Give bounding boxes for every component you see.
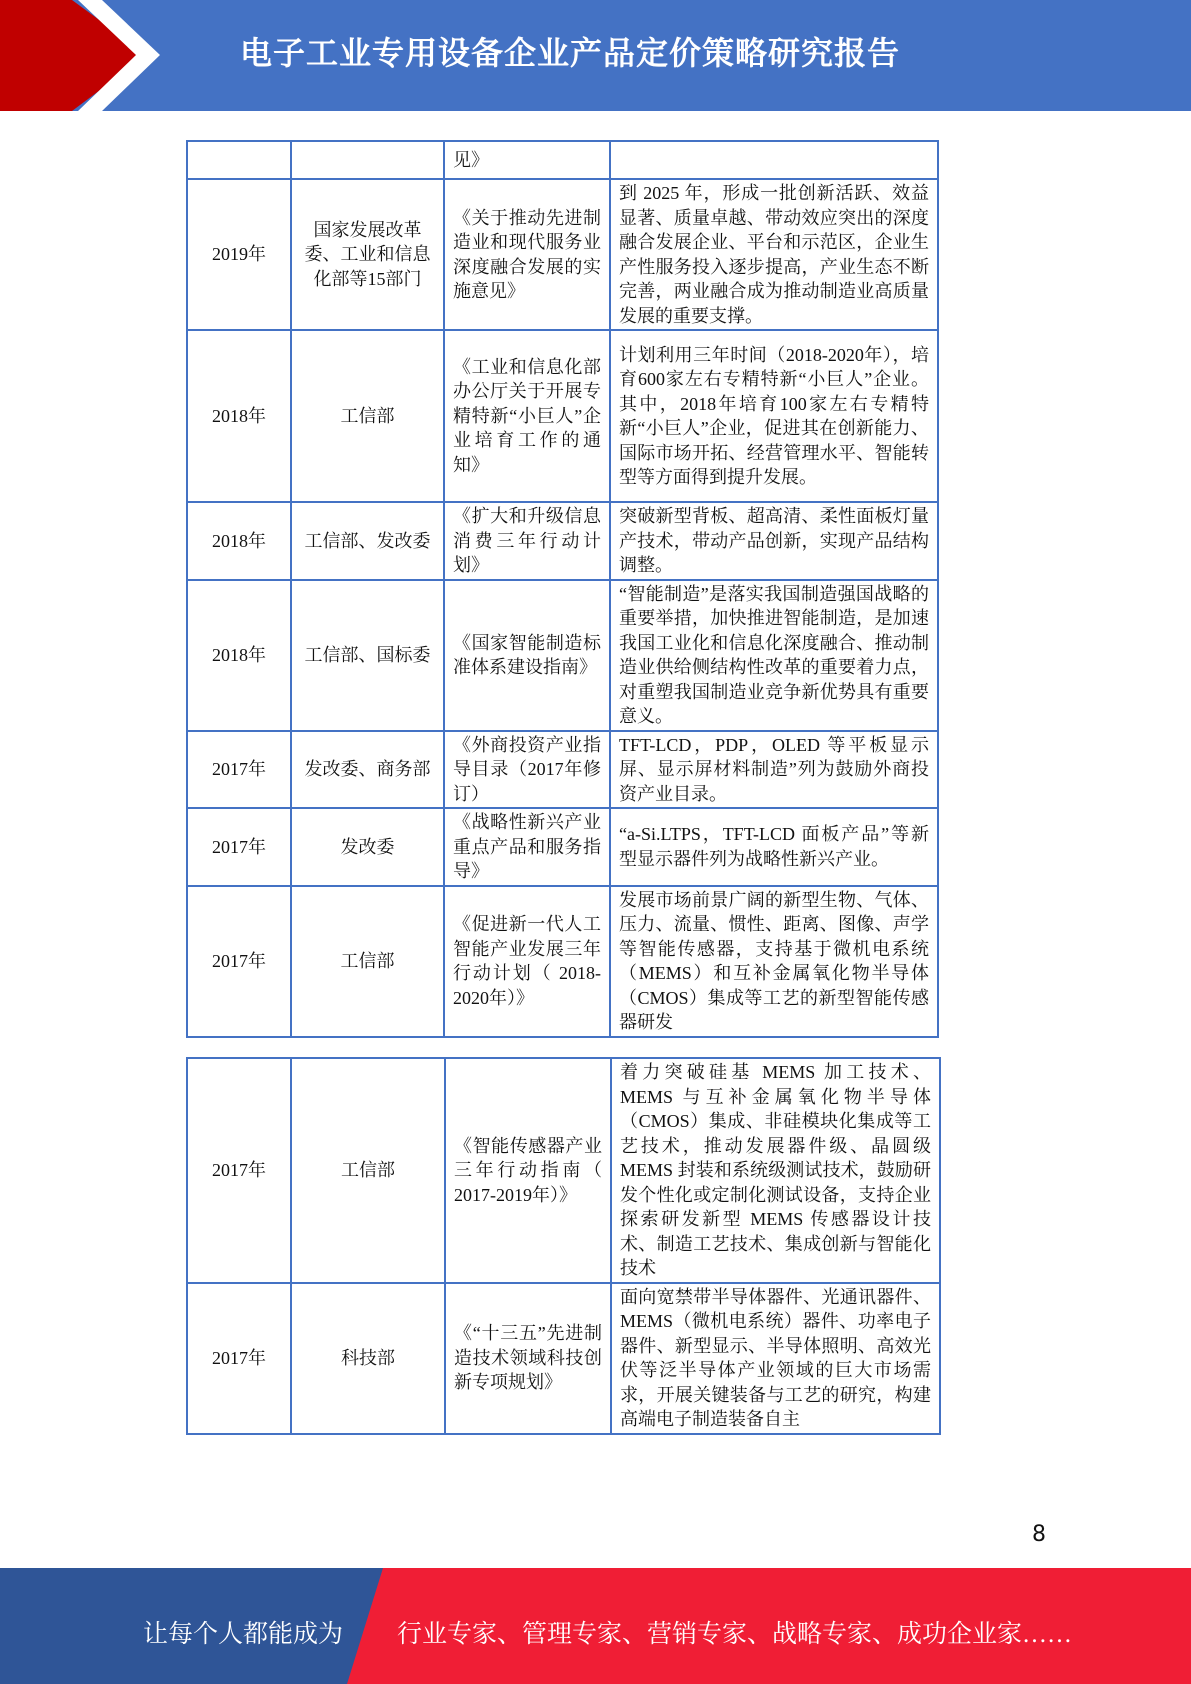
cell-document: 见》 <box>444 141 610 179</box>
table-row <box>187 1283 940 1434</box>
page-number: 8 <box>1032 1522 1046 1547</box>
table-row <box>187 580 938 731</box>
cell-summary: 到 2025 年，形成一批创新活跃、效益显著、质量卓越、带动效应突出的深度融合发展企业、平台和示范区，企业生产性服务投入逐步提高，产业生态不断完善，两业融合成为推动制造业高质量发展的重要支撑。 <box>610 179 938 330</box>
cell-department: 国家发展改革委、工业和信息化部等15部门 <box>291 179 444 330</box>
cell-summary: 着力突破硅基 MEMS 加工技术、MEMS 与互补金属氧化物半导体（CMOS）集成、非硅模块化集成等工艺技术，推动发展器件级、晶圆级MEMS 封装和系统级测试技术，鼓励研发个性化或定制化测试设备，支持企业探索研发新型 MEMS 传感器设计技术、制造工艺技术、集成创新与智能化技术 <box>611 1058 940 1283</box>
cell-summary: 突破新型背板、超高清、柔性面板灯量产技术，带动产品创新，实现产品结构调整。 <box>610 502 938 580</box>
cell-document: 《国家智能制造标准体系建设指南》 <box>444 580 610 731</box>
cell-year: 2017年 <box>187 731 291 809</box>
footer-slogan-left: 让每个人都能成为 <box>143 1621 344 1648</box>
cell-summary: 计划利用三年时间（2018-2020年），培育600家左右专精特新“小巨人”企业。其中，2018年培育100家左右专精特新“小巨人”企业，促进其在创新能力、国际市场开拓、经营管理水平、智能转型等方面得到提升发展。 <box>610 330 938 502</box>
cell-department: 发改委、商务部 <box>291 731 444 809</box>
footer-slogan-right: 行业专家、管理专家、营销专家、战略专家、成功企业家…… <box>397 1621 1073 1648</box>
cell-year: 2017年 <box>187 1058 291 1283</box>
cell-summary: 面向宽禁带半导体器件、光通讯器件、MEMS（微机电系统）器件、功率电子器件、新型显示、半导体照明、高效光伏等泛半导体产业领域的巨大市场需求，开展关键装备与工艺的研究，构建高端电子制造装备自主 <box>611 1283 940 1434</box>
cell-year: 2018年 <box>187 330 291 502</box>
cell-department: 工信部、发改委 <box>291 502 444 580</box>
table-row <box>187 886 938 1037</box>
cell-department: 科技部 <box>291 1283 445 1434</box>
policy-table-1 <box>186 140 939 1038</box>
cell-year: 2017年 <box>187 1283 291 1434</box>
cell-department: 发改委 <box>291 808 444 886</box>
table-row <box>187 330 938 502</box>
cell-year: 2017年 <box>187 886 291 1037</box>
cell-department: 工信部 <box>291 886 444 1037</box>
cell-year: 2017年 <box>187 808 291 886</box>
cell-year <box>187 141 291 179</box>
policy-table-2 <box>186 1057 941 1435</box>
cell-department: 工信部 <box>291 1058 445 1283</box>
cell-document: 《工业和信息化部办公厅关于开展专精特新“小巨人”企业培育工作的通知》 <box>444 330 610 502</box>
cell-department: 工信部 <box>291 330 444 502</box>
table-row <box>187 1058 940 1283</box>
cell-summary: “a-Si.LTPS，TFT-LCD 面板产品”等新型显示器件列为战略性新兴产业。 <box>610 808 938 886</box>
table-row <box>187 179 938 330</box>
cell-document: 《外商投资产业指导目录（2017年修订） <box>444 731 610 809</box>
cell-document: 《智能传感器产业三年行动指南（ 2017-2019年）》 <box>445 1058 611 1283</box>
cell-document: 《扩大和升级信息消费三年行动计划》 <box>444 502 610 580</box>
cell-summary: “智能制造”是落实我国制造强国战略的重要举措，加快推进智能制造，是加速我国工业化和信息化深度融合、推动制造业供给侧结构性改革的重要着力点，对重塑我国制造业竞争新优势具有重要意义。 <box>610 580 938 731</box>
cell-document: 《关于推动先进制造业和现代服务业深度融合发展的实施意见》 <box>444 179 610 330</box>
cell-document: 《促进新一代人工智能产业发展三年行动计划（ 2018-2020年）》 <box>444 886 610 1037</box>
table-row <box>187 731 938 809</box>
cell-document: 《战略性新兴产业重点产品和服务指导》 <box>444 808 610 886</box>
cell-summary: 发展市场前景广阔的新型生物、气体、压力、流量、惯性、距离、图像、声学等智能传感器，支持基于微机电系统（MEMS）和互补金属氧化物半导体（CMOS）集成等工艺的新型智能传感器研发 <box>610 886 938 1037</box>
table-row <box>187 141 938 179</box>
cell-document: 《“十三五”先进制造技术领域科技创新专项规划》 <box>445 1283 611 1434</box>
report-title: 电子工业专用设备企业产品定价策略研究报告 <box>240 34 901 72</box>
cell-department <box>291 141 444 179</box>
table-row <box>187 808 938 886</box>
cell-summary <box>610 141 938 179</box>
cell-summary: TFT-LCD，PDP，OLED 等平板显示屏、显示屏材料制造”列为鼓励外商投资产业目录。 <box>610 731 938 809</box>
cell-department: 工信部、国标委 <box>291 580 444 731</box>
table-row <box>187 502 938 580</box>
cell-year: 2019年 <box>187 179 291 330</box>
cell-year: 2018年 <box>187 502 291 580</box>
cell-year: 2018年 <box>187 580 291 731</box>
